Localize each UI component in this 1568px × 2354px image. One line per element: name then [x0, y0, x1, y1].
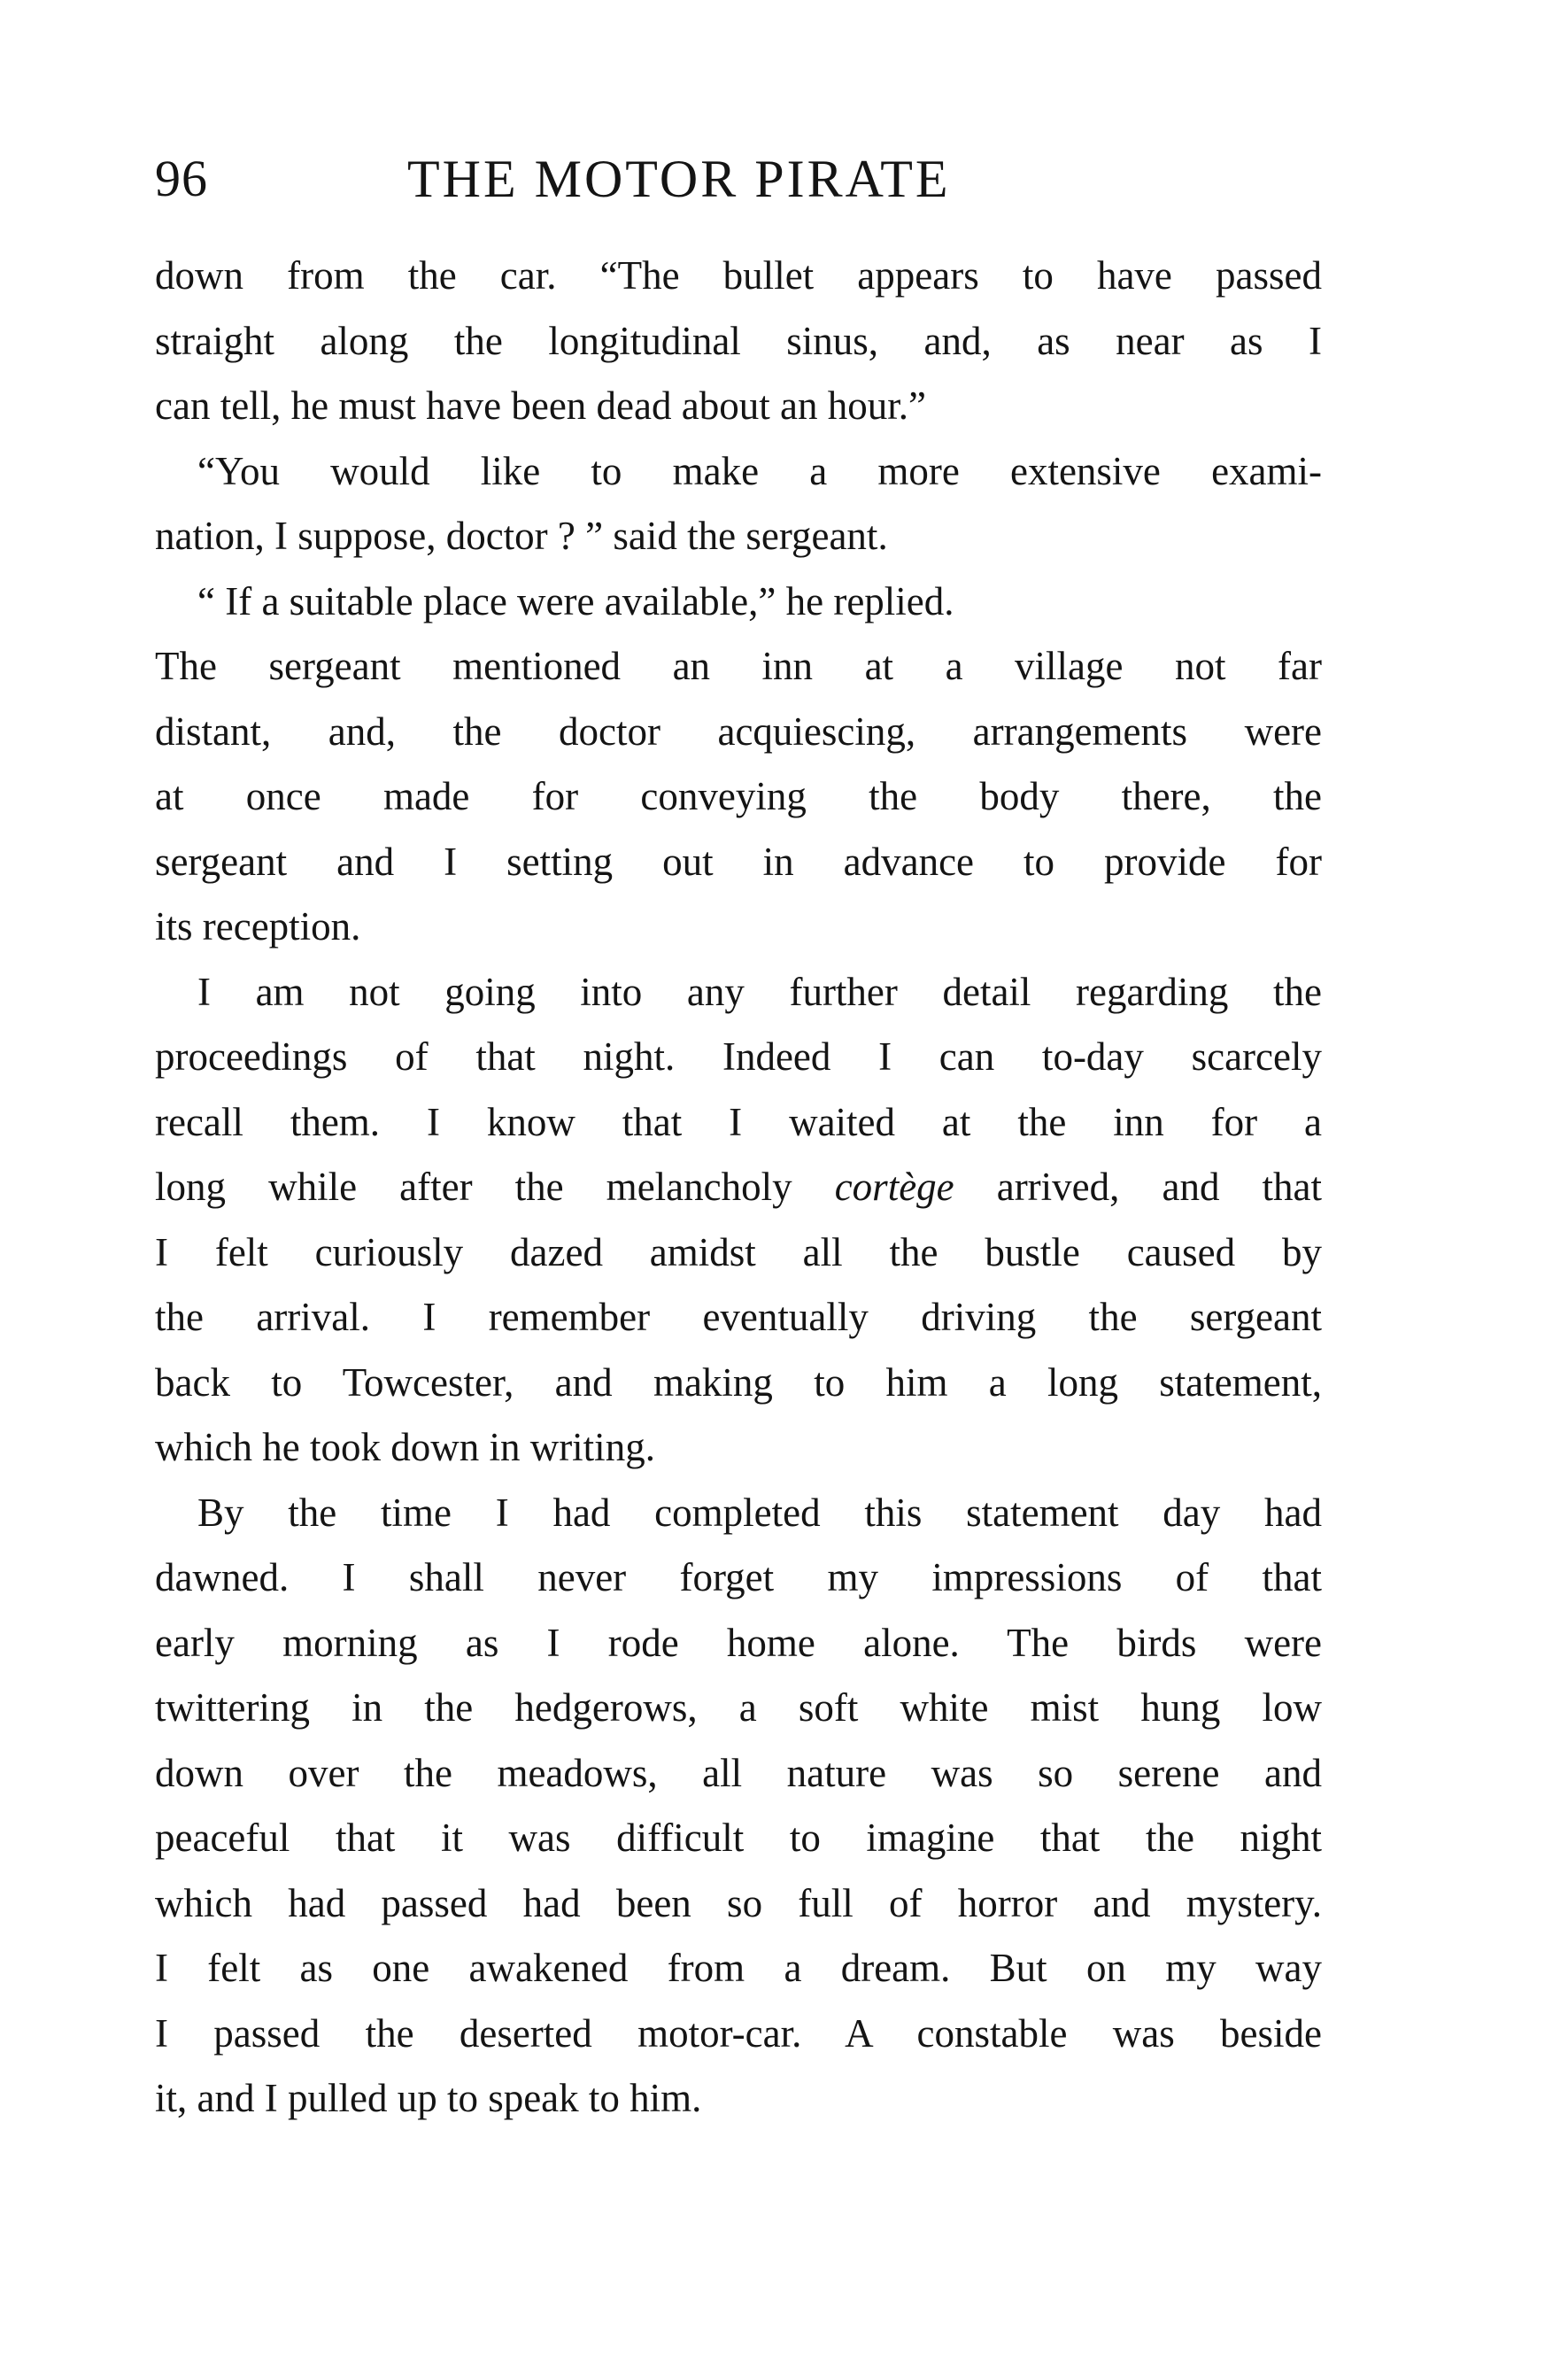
text-line: By the time I had completed this statement day had	[197, 1490, 1322, 1535]
text-line: I felt curiously dazed amidst all the bustle caused by	[155, 1229, 1322, 1274]
text-line: which had passed had been so full of horror and mystery.	[155, 1880, 1322, 1925]
text-line: recall them. I know that I waited at the inn for a	[155, 1099, 1322, 1144]
text-line: nation, I suppose, doctor ? ” said the sergeant.	[155, 514, 888, 558]
text-line: distant, and, the doctor acquiescing, arrangements were	[155, 709, 1322, 754]
text-line: down over the meadows, all nature was so serene and	[155, 1750, 1322, 1795]
page-number: 96	[155, 150, 208, 207]
text-line: peaceful that it was difficult to imagine that the night	[155, 1816, 1322, 1860]
text-line: “You would like to make a more extensive exami-	[197, 448, 1322, 493]
text-line: I am not going into any further detail regarding the	[197, 969, 1322, 1014]
text-line: “ If a suitable place were available,” he replied.	[197, 578, 954, 623]
text-line: long while after the melancholy cortège arrived, and that	[155, 1165, 1322, 1209]
text-line: which he took down in writing.	[155, 1425, 655, 1469]
text-line: it, and I pulled up to speak to him.	[155, 2076, 702, 2120]
text-line: back to Towcester, and making to him a long statement,	[155, 1359, 1322, 1405]
text-line: I felt as one awakened from a dream. But on my way	[155, 1946, 1322, 1990]
running-title: THE MOTOR PIRATE	[407, 150, 951, 208]
text-line: down from the car. “The bullet appears to have passed	[155, 253, 1322, 298]
text-line: the arrival. I remember eventually driving the sergeant	[155, 1295, 1322, 1339]
text-line: early morning as I rode home alone. The birds were	[155, 1620, 1322, 1665]
text-line: dawned. I shall never forget my impressions of that	[155, 1555, 1322, 1599]
text-line: sergeant and I setting out in advance to provide for	[155, 839, 1322, 884]
text-line: straight along the longitudinal sinus, and, as near as I	[155, 318, 1322, 363]
body-text	[155, 244, 1322, 2132]
text-line: The sergeant mentioned an inn at a village not far	[155, 644, 1322, 688]
text-line: I passed the deserted motor-car. A constable was beside	[155, 2010, 1322, 2056]
text-line: its reception.	[155, 904, 361, 949]
text-line: twittering in the hedgerows, a soft white mist hung low	[155, 1685, 1322, 1730]
italic-word: cortège	[834, 1165, 954, 1209]
text-line: can tell, he must have been dead about an hour.”	[155, 383, 926, 428]
running-header	[155, 149, 1341, 220]
text-line: at once made for conveying the body there, the	[155, 774, 1322, 818]
text-line: proceedings of that night. Indeed I can to-day scarcely	[155, 1034, 1322, 1079]
